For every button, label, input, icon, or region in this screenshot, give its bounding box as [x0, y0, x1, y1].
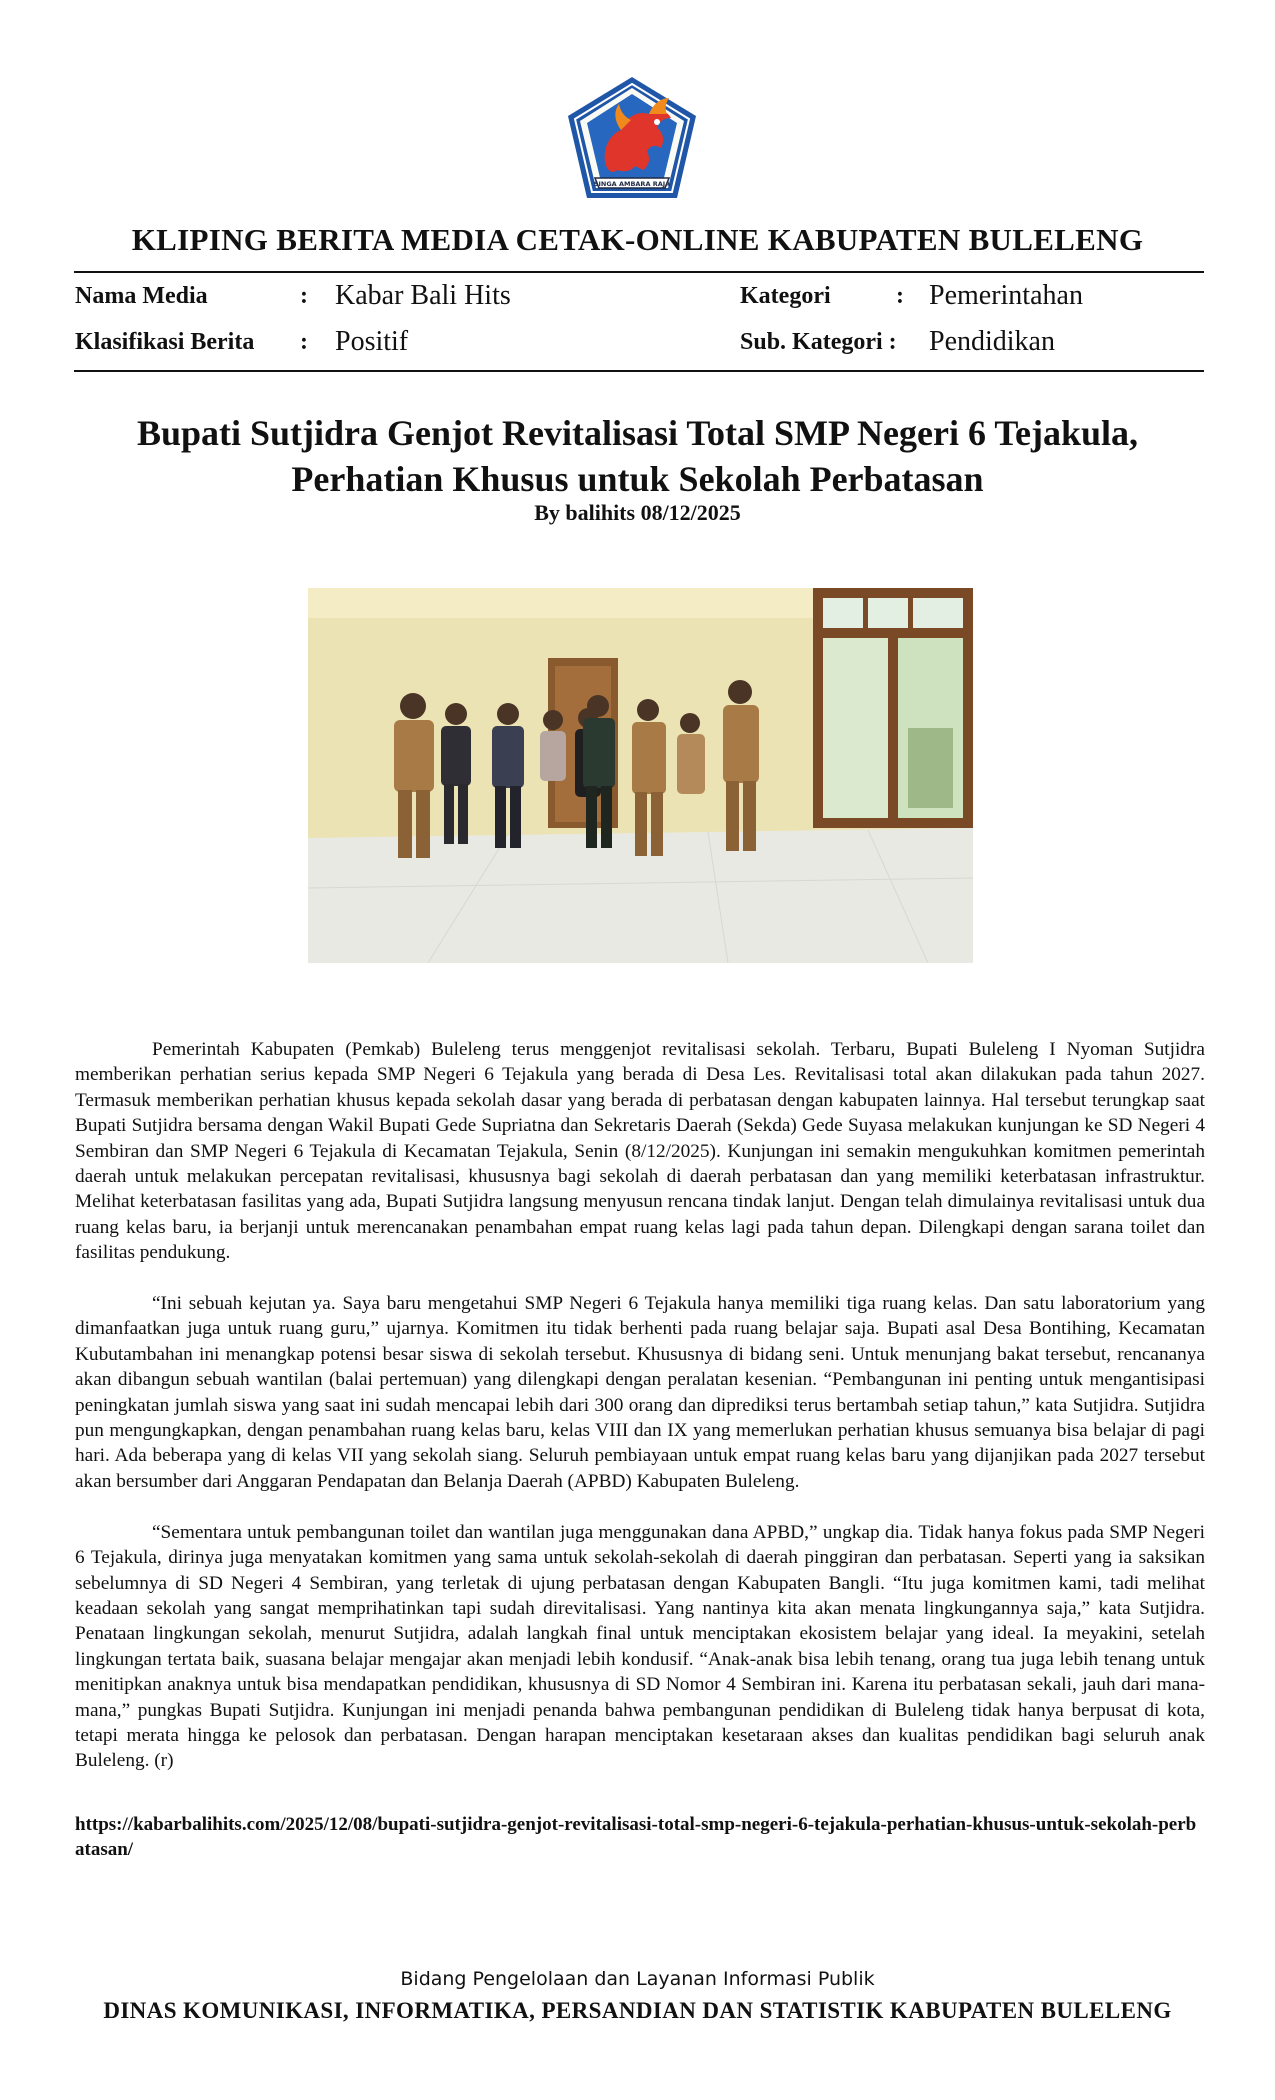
- divider-bottom: [74, 370, 1204, 372]
- meta-klasifikasi-label: Klasifikasi Berita: [75, 329, 255, 355]
- svg-text:SINGA AMBARA RAJA: SINGA AMBARA RAJA: [593, 180, 671, 188]
- meta-colon: :: [300, 329, 308, 355]
- article-paragraph: “Ini sebuah kejutan ya. Saya baru mengetahui SMP Negeri 6 Tejakula hanya memiliki tiga ruang kelas. Dan satu laboratorium yang dimanfaatkan juga untuk ruang guru,” ujarnya. Komitmen itu tidak berhenti pada ruang belajar saja. Bupati asal Desa Bontihing, Kecamatan Kubutambahan ini menangkap potensi besar siswa di sekolah tersebut. Khususnya di bidang seni. Untuk menunjang bakat tersebut, rencananya akan dibangun sebuah wantilan (balai pertemuan) yang dilengkapi dengan peralatan kesenian. “Pembangunan ini penting untuk mengantisipasi peningkatan jumlah siswa yang saat ini sudah mencapai lebih dari 300 orang dan diprediksi terus bertambah setiap tahun,” kata Sutjidra. Sutjidra pun mengungkapkan, dengan penambahan ruang kelas baru, kelas VIII dan IX yang memerlukan perhatian khusus semuanya bisa belajar di pagi hari. Ada beberapa yang di kelas VII yang sekolah siang. Seluruh pembiayaan untuk empat ruang kelas baru yang dijanjikan pada 2027 tersebut akan bersumber dari Anggaran Pendapatan dan Belanja Daerah (APBD) Kabupaten Buleleng.: [75, 1293, 1205, 1492]
- meta-sub-kategori-label: Sub. Kategori :: [740, 329, 897, 355]
- article-byline: By balihits 08/12/2025: [534, 500, 741, 525]
- meta-sub-kategori-value: Pendidikan: [929, 326, 1055, 357]
- article-paragraph: Pemerintah Kabupaten (Pemkab) Buleleng terus menggenjot revitalisasi sekolah. Terbaru, Bupati Buleleng I Nyoman Sutjidra memberikan perhatian serius kepada SMP Negeri 6 Tejakula yang berada di Desa Les. Revitalisasi total akan dilakukan pada tahun 2027. Termasuk memberikan perhatian khusus kepada sekolah dasar yang berada di perbatasan dengan kabupaten lainnya. Hal tersebut terungkap saat Bupati Sutjidra bersama dengan Wakil Bupati Gede Supriatna dan Sekretaris Daerah (Sekda) Gede Suyasa melakukan kunjungan ke SD Negeri 4 Sembiran dan SMP Negeri 6 Tejakula di Kecamatan Tejakula, Senin (8/12/2025). Kunjungan ini semakin mengukuhkan komitmen pemerintah daerah untuk melakukan percepatan revitalisasi, khususnya bagi sekolah di daerah perbatasan dan yang memiliki keterbatasan infrastruktur. Melihat keterbatasan fasilitas yang ada, Bupati Sutjidra langsung menyusun rencana tindak lanjut. Dengan telah dimulainya revitalisasi untuk dua ruang kelas baru, ia berjanji untuk merencanakan penambahan empat ruang kelas lagi pada tahun depan. Dilengkapi dengan sarana toilet dan fasilitas pendukung.: [75, 1039, 1205, 1264]
- meta-klasifikasi-value: Positif: [335, 326, 409, 357]
- footer-department: Bidang Pengelolaan dan Layanan Informasi Publik: [400, 1968, 875, 1990]
- article-paragraph: “Sementara untuk pembangunan toilet dan wantilan juga menggunakan dana APBD,” ungkap dia. Tidak hanya fokus pada SMP Negeri 6 Tejakula, dirinya juga menyatakan komitmen yang sama untuk sekolah-sekolah di daerah pinggiran dan perbatasan. Seperti yang ia saksikan sebelumnya di SD Negeri 4 Sembiran, yang terletak di ujung perbatasan dengan Kabupaten Bangli. “Itu juga komitmen kami, tadi melihat keadaan sekolah yang sangat memprihatinkan tapi sudah direvitalisasi. Yang nantinya kita akan menata lingkungannya saja,” kata Sutjidra. Penataan lingkungan sekolah, menurut Sutjidra, adalah langkah final untuk menciptakan ekosistem belajar yang ideal. Ia meyakini, setelah lingkungan tertata baik, suasana belajar mengajar akan menjadi lebih kondusif. “Anak-anak bisa lebih tenang, orang tua juga lebih tenang untuk menitipkan anaknya untuk bisa mendapatkan pendidikan, khususnya di SD Nomor 4 Sembiran ini. Karena itu perbatasan sekali, jauh dari mana-mana,” pungkas Bupati Sutjidra. Kunjungan ini menjadi penanda bahwa pembangunan pendidikan di Buleleng tidak hanya berpusat di kota, tetapi merata hingga ke pelosok dan perbatasan. Dengan harapan menciptakan kesetaraan akses dan kualitas pendidikan bagi seluruh anak Buleleng. (r): [75, 1521, 1205, 1772]
- meta-nama-media-label: Nama Media: [75, 283, 208, 309]
- buleleng-crest-logo: [565, 74, 699, 202]
- footer-agency: DINAS KOMUNIKASI, INFORMATIKA, PERSANDIAN DAN STATISTIK KABUPATEN BULELENG: [103, 1998, 1172, 2023]
- meta-kategori-value: Pemerintahan: [929, 280, 1083, 311]
- meta-nama-media-value: Kabar Bali Hits: [335, 280, 511, 311]
- meta-kategori-label: Kategori: [740, 283, 831, 309]
- article-source-url: https://kabarbalihits.com/2025/12/08/bupati-sutjidra-genjot-revitalisasi-total-smp-negeri-6-tejakula-perhatian-khusus-untuk-sekolah-perbatasan/: [75, 1814, 1197, 1860]
- article-photo: [308, 588, 973, 963]
- headline-line-2: Perhatian Khusus untuk Sekolah Perbatasan: [291, 459, 984, 499]
- divider-top: [74, 271, 1204, 273]
- article-headline: [90, 410, 1185, 502]
- document-title: KLIPING BERITA MEDIA CETAK-ONLINE KABUPATEN BULELENG: [131, 222, 1144, 257]
- headline-line-1: Bupati Sutjidra Genjot Revitalisasi Total SMP Negeri 6 Tejakula,: [136, 413, 1139, 453]
- article-body: [75, 1037, 1205, 1799]
- meta-colon: :: [896, 283, 904, 309]
- meta-colon: :: [300, 283, 308, 309]
